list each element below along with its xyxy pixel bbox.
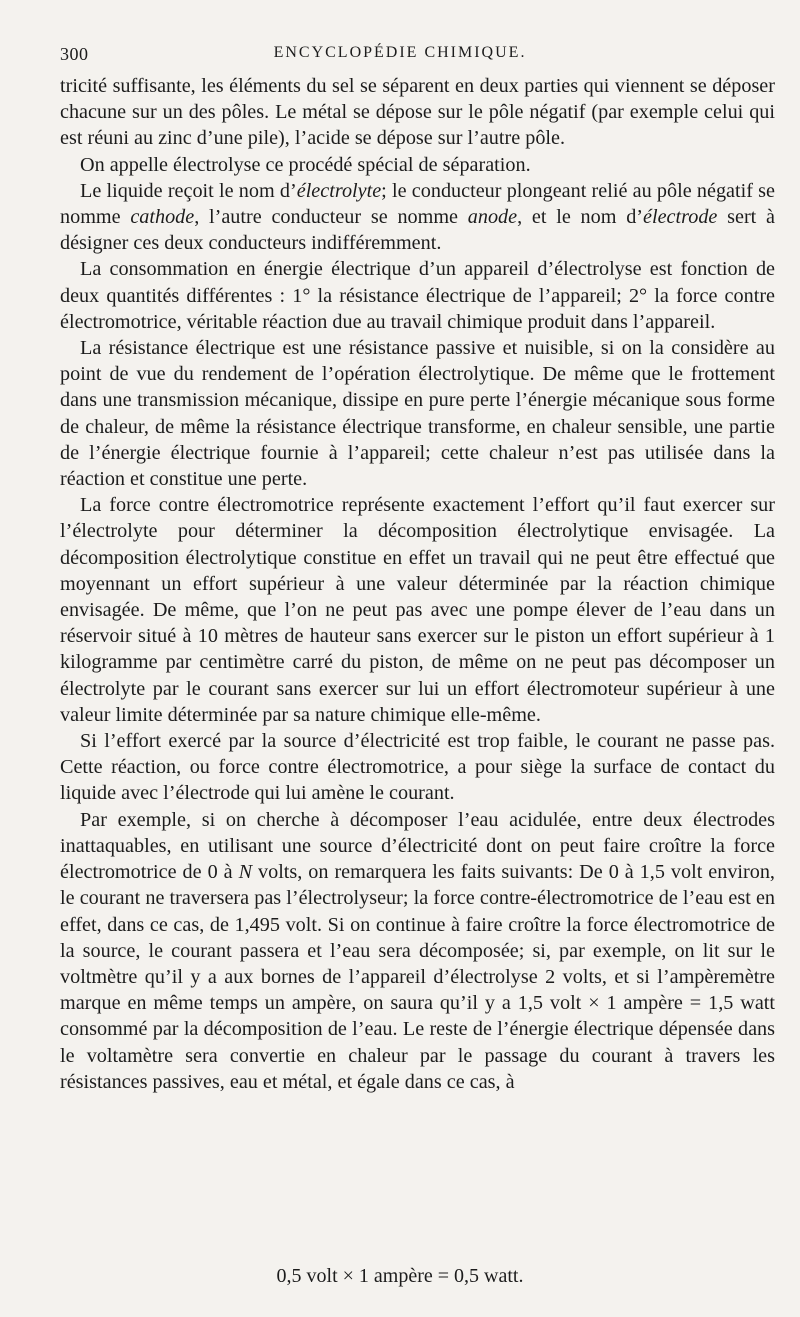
paragraph bbox=[60, 256, 775, 335]
text-run: sert à désigner ces deux conducteurs indifféremment. bbox=[60, 206, 775, 255]
italic-term: électrode bbox=[643, 206, 718, 229]
page-number: 300 bbox=[60, 44, 89, 64]
paragraph bbox=[60, 492, 775, 728]
italic-term: électrolyte bbox=[296, 179, 382, 202]
italic-term: anode bbox=[467, 206, 518, 229]
text-run: tricité suffisante, les éléments du sel se séparent en deux parties qui viennent se déposer chacune sur un des pôles. Le métal se dépose sur le pôle négatif (par exemple celui qui est réuni au zinc d’une pile), l’acide se dépose sur l’autre pôle. bbox=[60, 75, 775, 150]
text-run: On appelle électrolyse ce procédé spécial de séparation. bbox=[80, 153, 531, 176]
paragraph bbox=[60, 152, 775, 178]
text-run: , l’autre conducteur se nomme bbox=[194, 206, 468, 229]
text-run: , et le nom d’ bbox=[517, 206, 644, 229]
paragraph bbox=[60, 807, 775, 1095]
italic-term: N bbox=[238, 861, 253, 884]
paragraph bbox=[60, 335, 775, 492]
page-header bbox=[60, 40, 740, 70]
formula-line: 0,5 volt × 1 ampère = 0,5 watt. bbox=[276, 1265, 524, 1287]
text-run: La résistance électrique est une résistance passive et nuisible, si on la considère au point de vue du rendement de l’opération électrolytique. De même que le frottement dans une transmission mécanique, dissipe en pure perte l’énergie mécanique sous forme de chaleur, de même la résistance électrique transforme, en chaleur sensible, une partie de l’énergie électrique fournie à l’appareil; cette chaleur n’est pas utilisée dans la réaction et constitue une perte. bbox=[60, 337, 775, 491]
body-text bbox=[60, 73, 775, 1095]
text-run: La force contre électromotrice représente exactement l’effort qu’il faut exercer sur l’électrolyte pour déterminer la décomposition électrolytique envisagée. La décomposition électrolytique constitue en effet un travail qui ne peut être effectué que moyennant un effort supérieur à une valeur déterminée par la réaction chimique envisagée. De même, que l’on ne peut pas avec une pompe élever de l’eau dans un réservoir situé à 10 mètres de hauteur sans exercer sur le piston un effort supérieur à 1 kilogramme par centimètre carré du piston, de même on ne peut pas décomposer un électrolyte par le courant sans exercer sur lui un effort électromoteur supérieur à une valeur limite déterminée par sa nature chimique elle-même. bbox=[60, 494, 775, 726]
text-run: La consommation en énergie électrique d’un appareil d’électrolyse est fonction de deux quantités différentes : 1° la résistance électrique de l’appareil; 2° la force contre électromotrice, véritable réaction due au travail chimique produit dans l’appareil. bbox=[60, 258, 775, 333]
paragraph bbox=[60, 728, 775, 807]
text-run: Par exemple, si on cherche à décomposer l’eau acidulée, entre deux électrodes inattaquables, en utilisant une source d’électricité dont on peut faire croître la force électromotrice de 0 à bbox=[60, 808, 775, 884]
italic-term: cathode bbox=[130, 206, 195, 229]
text-run: ; le conducteur plongeant relié au pôle négatif se nomme bbox=[60, 179, 775, 229]
paragraph bbox=[60, 178, 775, 257]
text-run: Le liquide reçoit le nom d’ bbox=[80, 179, 297, 202]
running-title: ENCYCLOPÉDIE CHIMIQUE. bbox=[273, 44, 527, 61]
paragraph bbox=[60, 73, 775, 152]
text-run: Si l’effort exercé par la source d’électricité est trop faible, le courant ne passe pas. Cette réaction, ou force contre électromotrice, a pour siège la surface de contact du liquide avec l’électrode qui lui amène le courant. bbox=[60, 730, 775, 805]
text-run: volts, on remarquera les faits suivants: De 0 à 1,5 volt environ, le courant ne traversera pas l’électrolyseur; la force contre-électromotrice de l’eau est en effet, dans ce cas, de 1,495 volt. Si on continue à faire croître la force électromotrice de la source, le courant passera et l’eau sera décomposée; si, par exemple, on lit sur le voltmètre qu’il y a aux bornes de l’appareil d’électrolyse 2 volts, et si l’ampèremètre marque en même temps un ampère, on saura qu’il y a 1,5 volt × 1 ampère = 1,5 watt consommé par la décomposition de l’eau. Le reste de l’énergie électrique dépensée dans le voltamètre sera convertie en chaleur par le passage du courant à travers les résistances passives, eau et métal, et égale dans ce cas, à bbox=[60, 861, 775, 1093]
